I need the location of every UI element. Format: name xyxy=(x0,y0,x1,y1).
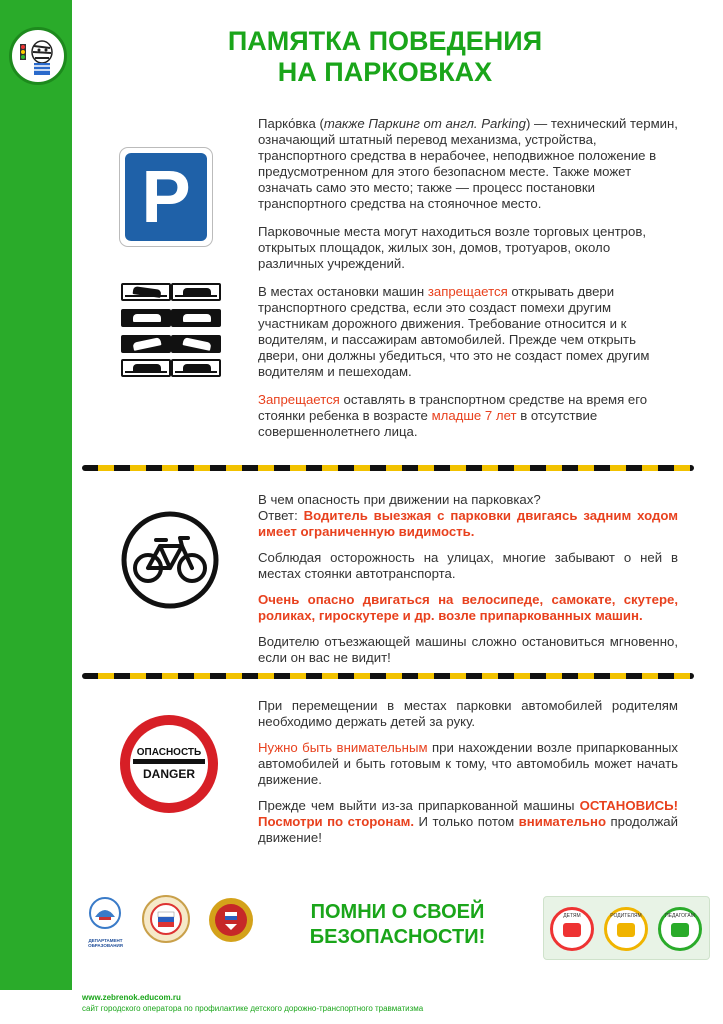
parking-method-icon xyxy=(171,283,221,301)
parking-sign-letter: P xyxy=(125,153,207,241)
intro-term: Парко́вка xyxy=(258,116,316,131)
stop-text: Прежде чем выйти из-за припаркованной машины xyxy=(258,798,580,813)
gibdd-emblem xyxy=(207,896,255,944)
bike-warning-paragraph: Очень опасно двигаться на велосипеде, самокате, скутере, роликах, гироскутере и др. возле припаркованных машин. xyxy=(258,592,678,623)
attention-paragraph xyxy=(258,740,678,788)
child-red: Запрещается xyxy=(258,392,340,407)
intro-italic: также Паркинг от англ. Parking xyxy=(323,116,526,131)
education-department-emblem xyxy=(83,895,128,957)
children-circle-icon xyxy=(550,907,594,951)
child-text-after: в отсутствие совершеннолетнего лица. xyxy=(258,408,598,439)
stop-text-3: продолжай движение! xyxy=(258,814,678,845)
panel-label-parents: РОДИТЕЛЯМ xyxy=(610,913,642,919)
parking-method-signs-icon xyxy=(121,283,232,379)
intro-paragraph xyxy=(258,116,678,212)
slogan-line-1: ПОМНИ О СВОЕЙ xyxy=(310,901,485,923)
danger-sign-icon xyxy=(117,712,221,816)
hold-hands-paragraph: При перемещении в местах парковки автомобилей родителям необходимо держать детей за руку. xyxy=(258,698,678,729)
intro-rest: ) — технический термин, означающий штатный перевод механизма, устройства, транспортного средства в нерабочее, неподвижное положение в предусмотренном для этого безопасном месте. Также может означать само это место; также — процесс постановки транспортного средства на стояночное место. xyxy=(258,116,678,211)
safety-slogan xyxy=(290,900,505,950)
answer-label: Ответ: xyxy=(258,508,304,523)
parking-method-icon xyxy=(121,335,171,353)
attention-text: при нахождении возле припаркованных автомобилей и быть готовым к тому, что автомобиль может начать движение. xyxy=(258,740,678,787)
section-2-text xyxy=(258,492,678,678)
parking-method-icon xyxy=(171,309,221,327)
divider xyxy=(82,465,694,471)
emblem-line-2: ОБРАЗОВАНИЯ xyxy=(88,943,123,948)
attention-red: Нужно быть внимательным xyxy=(258,740,428,755)
bicycle-sign-icon xyxy=(120,510,220,610)
parking-method-icon xyxy=(121,309,171,327)
section-1-text xyxy=(258,116,678,452)
section-3-text xyxy=(258,698,678,858)
teachers-circle-icon xyxy=(658,907,702,951)
driver-paragraph: Водителю отъезжающей машины сложно остановиться мгновенно, если он вас не видит! xyxy=(258,634,678,665)
danger-sign-bottom: DANGER xyxy=(142,767,196,781)
title-line-1: ПАМЯТКА ПОВЕДЕНИЯ xyxy=(227,26,543,56)
panel-label-children: ДЕТЯМ xyxy=(563,913,581,919)
intro-paren: ( xyxy=(315,116,324,131)
doors-paragraph xyxy=(258,284,678,380)
panel-label-teachers: ПЕДАГОГАМ xyxy=(665,913,695,919)
zebra-logo xyxy=(9,27,67,85)
divider xyxy=(82,673,694,679)
child-age: младше 7 лет xyxy=(431,408,517,423)
stop-paragraph xyxy=(258,798,678,846)
parking-method-icon xyxy=(121,283,171,301)
parking-sign-icon xyxy=(120,148,212,246)
places-paragraph: Парковочные места могут находиться возле торговых центров, открытых площадок, жилых зон, домов, тротуаров, около различных учреждений. xyxy=(258,224,646,271)
slogan-line-2: БЕЗОПАСНОСТИ! xyxy=(309,926,486,948)
footer-description: сайт городского оператора по профилактике детского дорожно-транспортного травматизма xyxy=(82,1004,424,1013)
parking-method-icon xyxy=(171,359,221,377)
child-paragraph xyxy=(258,392,678,440)
emblem-line-1: ДЕПАРТАМЕНТ xyxy=(88,938,123,943)
question-text: В чем опасность при движении на парковках? xyxy=(258,492,541,507)
parking-method-icon xyxy=(171,335,221,353)
answer-text: Водитель выезжая с парковки двигаясь задним ходом имеет ограниченную видимость. xyxy=(258,508,678,539)
stop-text-2: И только потом xyxy=(414,814,519,829)
doors-red: запрещается xyxy=(427,284,508,299)
child-text: оставлять в транспортном средстве на время его стоянки ребенка в возрасте xyxy=(258,392,648,423)
stop-red: ОСТАНОВИСЬ! Посмотри по сторонам. xyxy=(258,798,678,829)
page-title xyxy=(150,26,620,88)
green-sidebar xyxy=(0,0,72,990)
title-line-2: НА ПАРКОВКАХ xyxy=(277,57,493,87)
stop-red-2: внимательно xyxy=(518,814,607,829)
parking-method-icon xyxy=(121,359,171,377)
traffic-police-emblem xyxy=(141,894,191,944)
caution-paragraph: Соблюдая осторожность на улицах, многие забывают о ней в местах стоянки автотранспорта. xyxy=(258,550,678,581)
footer-url[interactable]: www.zebrenok.educom.ru xyxy=(82,993,181,1002)
doors-text: В местах остановки машин xyxy=(258,284,428,299)
danger-sign-top: ОПАСНОСТЬ xyxy=(136,747,202,758)
answer-paragraph xyxy=(258,508,678,540)
parents-circle-icon xyxy=(604,907,648,951)
audience-panel xyxy=(543,896,710,960)
doors-text-after: открывать двери транспортного средства, если это создаст помехи другим участникам дорожного движения. Требование относится и к водителям, и пассажирам автомобилей. Прежде чем открыть двери, они должны убедиться, что это не создаст помех другим водителям и пешеходам. xyxy=(258,284,650,379)
